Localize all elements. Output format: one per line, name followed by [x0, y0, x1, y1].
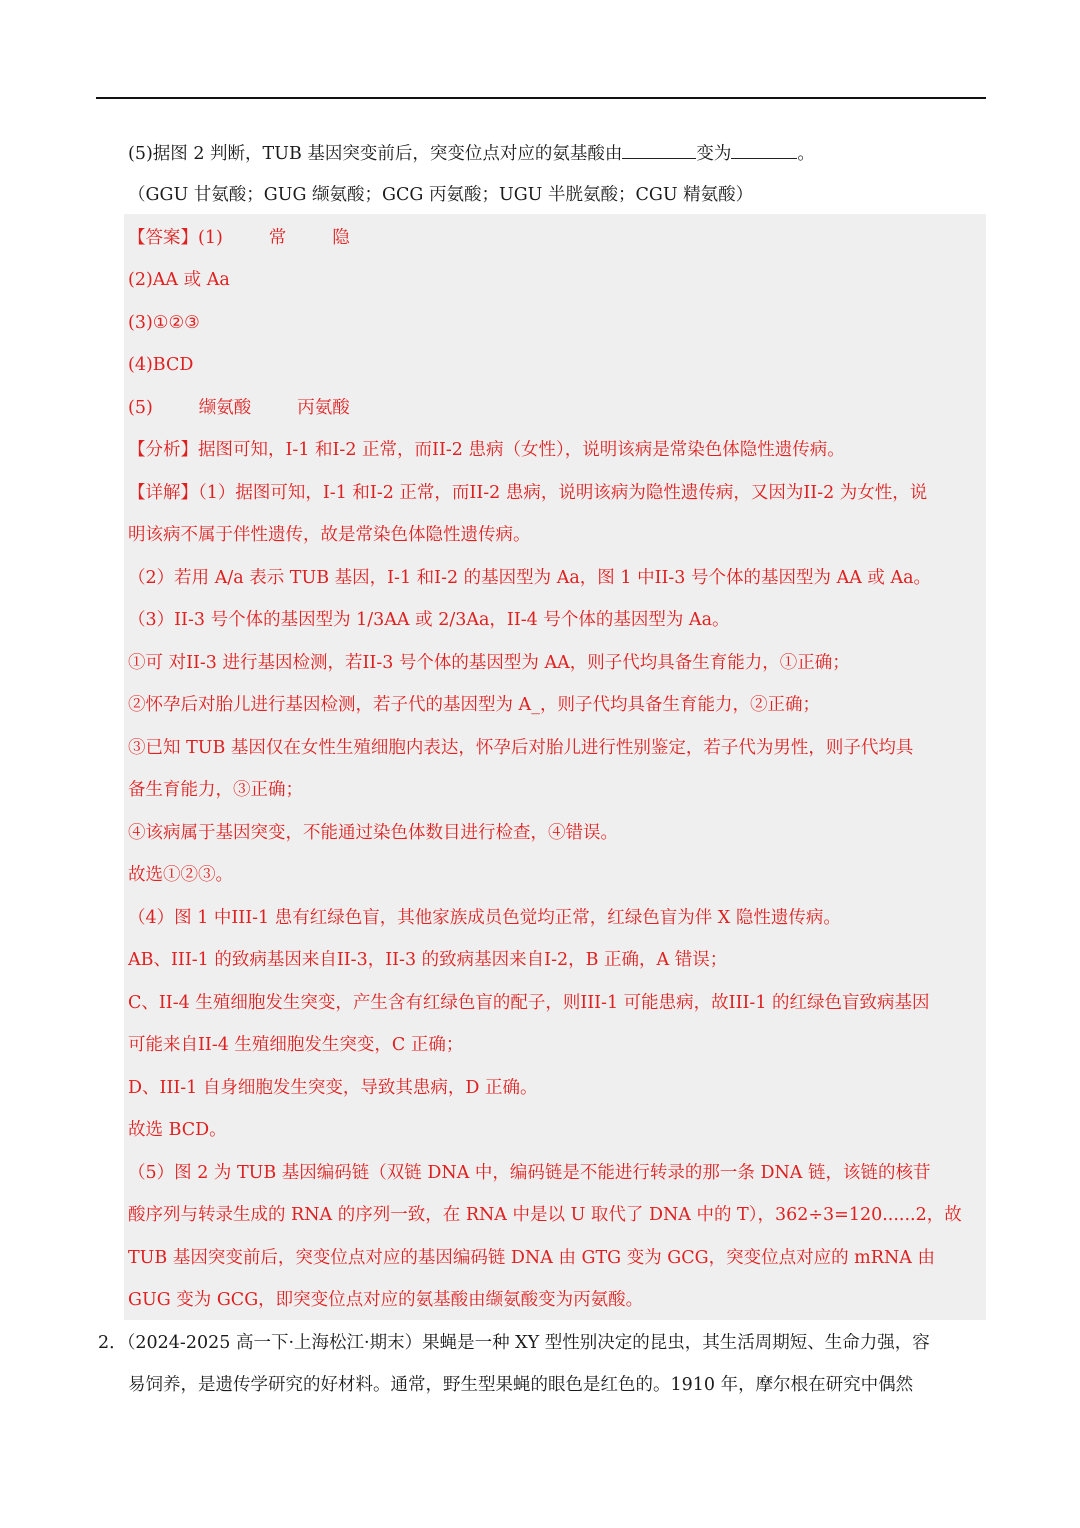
detail-line-2: 明该病不属于伴性遗传，故是常染色体隐性遗传病。 [128, 525, 531, 545]
question-5-suffix: 。 [797, 144, 815, 164]
detail-line-8: 备生育能力，③正确； [128, 780, 303, 800]
question-5-middle: 变为 [696, 144, 732, 164]
answer-blank-1[interactable] [622, 140, 696, 159]
answer-3: (3)①②③ [128, 313, 200, 333]
detail-line-3: （2）若用 A/a 表示 TUB 基因，I-1 和I-2 的基因型为 Aa，图 1 中II-3 号个体的基因型为 AA 或 Aa。 [128, 568, 932, 588]
detail-line-15: D、III-1 自身细胞发生突变，导致其患病，D 正确。 [128, 1078, 538, 1098]
detail-label: 【详解】 [128, 483, 198, 503]
question-5-prefix: (5)据图 2 判断，TUB 基因突变前后，突变位点对应的氨基酸由 [128, 144, 623, 164]
detail-line-13: C、II-4 生殖细胞发生突变，产生含有红绿色盲的配子，则III-1 可能患病，故III-1 的红绿色盲致病基因 [128, 993, 930, 1013]
detail-line-12: AB、III-1 的致病基因来自II-3，II-3 的致病基因来自I-2，B 正确，A 错误； [128, 950, 728, 970]
detail-line-11: （4）图 1 中III-1 患有红绿色盲，其他家族成员色觉均正常，红绿色盲为伴 X 隐性遗传病。 [128, 908, 841, 928]
answer-2: (2)AA 或 Aa [128, 270, 230, 290]
header-rule [96, 97, 986, 99]
answer-1-number: (1) [198, 228, 223, 248]
answer-5 [128, 395, 350, 421]
detail-line-19: TUB 基因突变前后，突变位点对应的基因编码链 DNA 由 GTG 变为 GCG，突变位点对应的 mRNA 由 [128, 1248, 935, 1268]
detail-line-6: ②怀孕后对胎儿进行基因检测，若子代的基因型为 A_，则子代均具备生育能力，②正确； [128, 695, 820, 715]
question-2-line-2: 易饲养，是遗传学研究的好材料。通常，野生型果蝇的眼色是红色的。1910 年，摩尔根在研究中偶然 [128, 1375, 914, 1395]
answer-4: (4)BCD [128, 355, 194, 375]
question-2-text-1: （2024-2025 高一下·上海松江·期末）果蝇是一种 XY 型性别决定的昆虫，其生活周期短、生命力强，容 [126, 1333, 930, 1353]
question-2-line-1 [98, 1330, 930, 1356]
detail-line-17: （5）图 2 为 TUB 基因编码链（双链 DNA 中，编码链是不能进行转录的那一条 DNA 链，该链的核苷 [128, 1163, 931, 1183]
analysis-label: 【分析】 [128, 440, 198, 460]
answer-blank-2[interactable] [731, 140, 797, 159]
answer-5-value-1: 缬氨酸 [198, 398, 252, 418]
answer-1-value-2: 隐 [332, 228, 350, 248]
detail-line-4: （3）II-3 号个体的基因型为 1/3AA 或 2/3Aa，II-4 号个体的基因型为 Aa。 [128, 610, 730, 630]
detail-line-1: 【详解】（1）据图可知，I-1 和I-2 正常，而II-2 患病，说明该病为隐性遗传病，又因为II-2 为女性，说 [128, 483, 928, 503]
answer-box [124, 214, 986, 1320]
detail-line-14: 可能来自II-4 生殖细胞发生突变，C 正确； [128, 1035, 464, 1055]
detail-line-18: 酸序列与转录生成的 RNA 的序列一致，在 RNA 中是以 U 取代了 DNA 中的 T），362÷3=120......2，故 [128, 1205, 962, 1225]
detail-line-10: 故选①②③。 [128, 865, 233, 885]
detail-line-16: 故选 BCD。 [128, 1120, 227, 1140]
analysis [128, 437, 845, 463]
answer-1-value-1: 常 [268, 228, 287, 248]
question-5 [128, 140, 815, 167]
analysis-text: 据图可知，I-1 和I-2 正常，而II-2 患病（女性），说明该病是常染色体隐性遗传病。 [198, 440, 845, 460]
detail-line-20: GUG 变为 GCG，即突变位点对应的氨基酸由缬氨酸变为丙氨酸。 [128, 1290, 644, 1310]
question-2-number: 2． [98, 1333, 127, 1353]
answer-label: 【答案】 [128, 228, 198, 248]
answer-1 [128, 225, 350, 251]
answer-5-value-2: 丙氨酸 [297, 398, 350, 418]
detail-line-7: ③已知 TUB 基因仅在女性生殖细胞内表达，怀孕后对胎儿进行性别鉴定，若子代为男性，则子代均具 [128, 738, 914, 758]
answer-5-number: (5) [128, 398, 153, 418]
detail-line-9: ④该病属于基因突变，不能通过染色体数目进行检查，④错误。 [128, 823, 618, 843]
codon-table: （GGU 甘氨酸；GUG 缬氨酸；GCG 丙氨酸；UGU 半胱氨酸；CGU 精氨酸） [128, 185, 754, 205]
detail-line-5: ①可 对II-3 进行基因检测，若II-3 号个体的基因型为 AA，则子代均具备生育能力，①正确； [128, 653, 850, 673]
